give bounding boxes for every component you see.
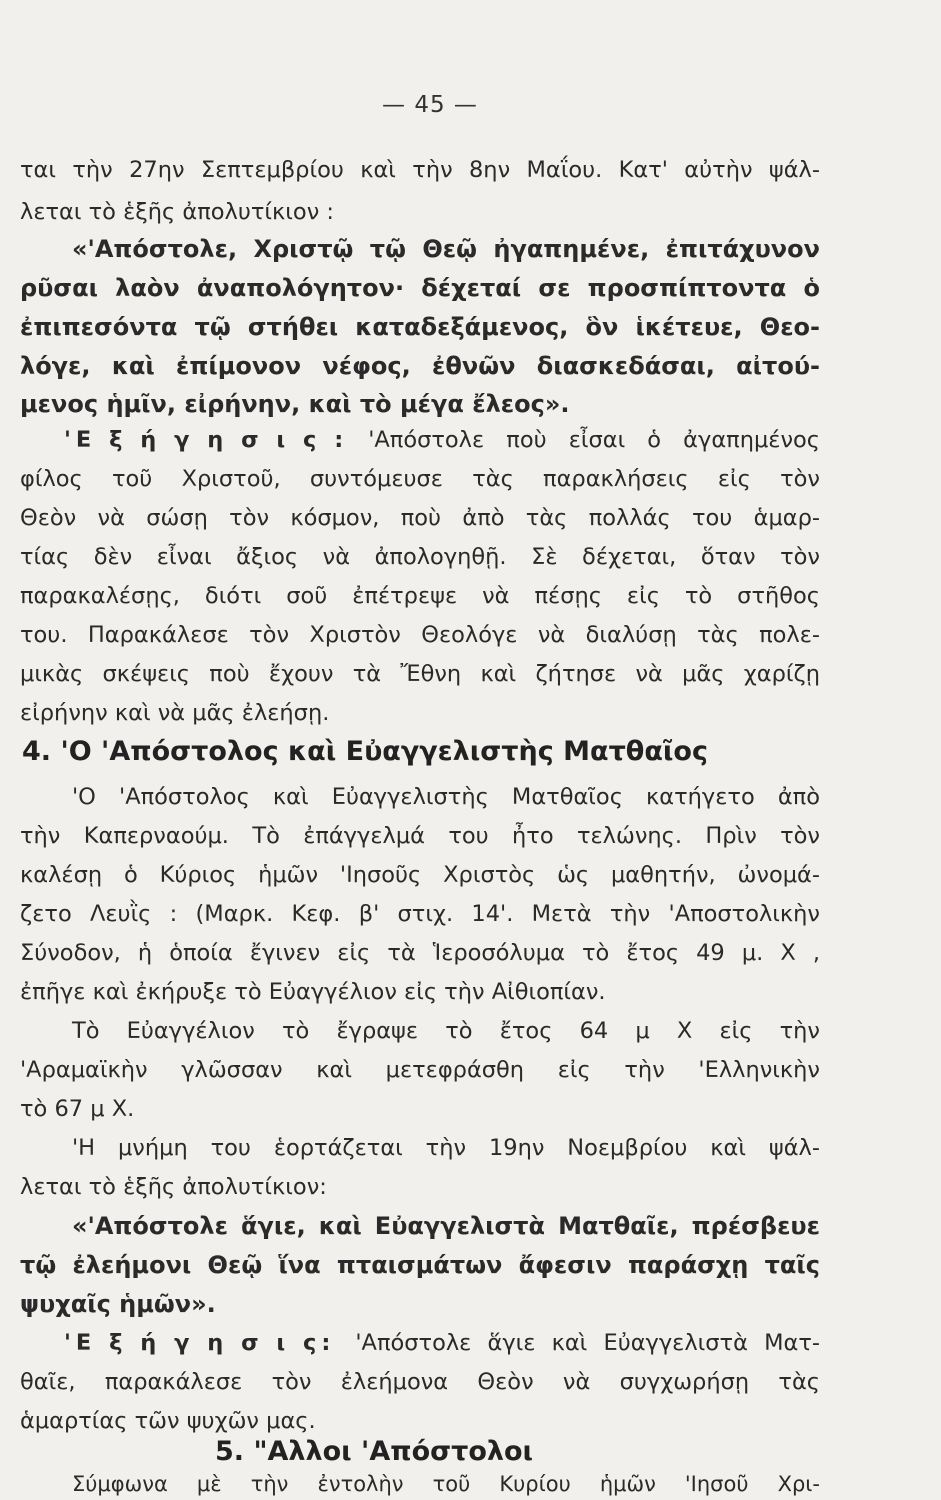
text-line: ζετο Λευῒς : (Μαρκ. Κεφ. β' στιχ. 14'. Μετὰ τὴν 'Αποστολικὴν (20, 901, 820, 927)
apolytikion-line: τῷ ἐλεήμονι Θεῷ ἵνα πταισμάτων ἄφεσιν παράσχῃ ταῖς (20, 1251, 820, 1279)
text-line: λεται τὸ ἑξῆς ἀπολυτίκιον: (20, 1174, 327, 1200)
section-heading-5: 5. "Αλλοι 'Απόστολοι (215, 1436, 534, 1467)
text-line: του. Παρακάλεσε τὸν Χριστὸν Θεολόγε νὰ διαλύσῃ τὰς πολε- (20, 622, 820, 648)
section-heading-4: 4. 'Ο 'Απόστολος καὶ Εὐαγγελιστὴς Ματθαῖος (22, 736, 708, 767)
text-line: φίλος τοῦ Χριστοῦ, συντόμευσε τὰς παρακλήσεις εἰς τὸν (20, 466, 820, 492)
text-line: ἁμαρτίας τῶν ψυχῶν μας. (20, 1408, 316, 1434)
exegesis-text: 'Απόστολε ἅγιε καὶ Εὐαγγελιστὰ Ματ- (355, 1330, 820, 1356)
text-line: θαῖε, παρακάλεσε τὸν ἐλεήμονα Θεὸν νὰ συγχωρήσῃ τὰς (20, 1369, 820, 1395)
text-line: 'Αραμαϊκὴν γλῶσσαν καὶ μετεφράσθη εἰς τὴν 'Ελληνικὴν (20, 1057, 820, 1083)
exegesis-line (64, 1323, 820, 1363)
text-line: εἰρήνην καὶ νὰ μᾶς ἐλεήσῃ. (20, 700, 330, 726)
text-line: μικὰς σκέψεις ποὺ ἔχουν τὰ Ἔθνη καὶ ζήτησε νὰ μᾶς χαρίζῃ (20, 661, 820, 687)
apolytikion-line: ἐπιπεσόντα τῷ στήθει καταδεξάμενος, ὃν ἱκέτευε, Θεο- (20, 313, 820, 341)
text-line: τὸ 67 μ Χ. (20, 1096, 135, 1122)
text-line: Σύνοδον, ἡ ὁποία ἔγινεν εἰς τὰ Ἱεροσόλυμα τὸ ἔτος 49 μ. Χ , (20, 940, 820, 966)
apolytikion-line: «'Απόστολε ἅγιε, καὶ Εὐαγγελιστὰ Ματθαῖε, πρέσβευε (72, 1212, 820, 1240)
text-line: Θεὸν νὰ σώσῃ τὸν κόσμον, ποὺ ἀπὸ τὰς πολλάς του ἁμαρ- (20, 505, 820, 531)
text-line: Σύμφωνα μὲ τὴν ἐντολὴν τοῦ Κυρίου ἡμῶν 'Ιησοῦ Χρι- (72, 1472, 820, 1496)
apolytikion-line: μενος ἡμῖν, εἰρήνην, καὶ τὸ μέγα ἔλεος». (20, 390, 570, 418)
page-number: — 45 — (382, 92, 478, 118)
apolytikion-line: ρῦσαι λαὸν ἀναπολόγητον· δέχεταί σε προσπίπτοντα ὁ (20, 274, 820, 302)
apolytikion-line: λόγε, καὶ ἐπίμονον νέφος, ἐθνῶν διασκεδάσαι, αἰτού- (20, 352, 820, 380)
exegesis-text: 'Απόστολε ποὺ εἶσαι ὁ ἀγαπημένος (368, 427, 820, 453)
text-line: ἐπῆγε καὶ ἐκήρυξε τὸ Εὐαγγέλιον εἰς τὴν Αἰθιοπίαν. (20, 979, 606, 1005)
apolytikion-line: «'Απόστολε, Χριστῷ τῷ Θεῷ ἠγαπημένε, ἐπιτάχυνον (72, 235, 820, 263)
apolytikion-line: ψυχαῖς ἡμῶν». (20, 1290, 216, 1318)
text-line: τὴν Καπερναούμ. Τὸ ἐπάγγελμά του ἦτο τελώνης. Πρὶν τὸν (20, 823, 820, 849)
text-line: λεται τὸ ἑξῆς ἀπολυτίκιον : (20, 199, 334, 225)
exegesis-label: 'Ε ξ ή γ η σ ι ς: (64, 1330, 336, 1356)
text-line: παρακαλέσῃς, διότι σοῦ ἐπέτρεψε νὰ πέσῃς εἰς τὸ στῆθος (20, 583, 820, 609)
text-line: Τὸ Εὐαγγέλιον τὸ ἔγραψε τὸ ἔτος 64 μ Χ εἰς τὴν (72, 1018, 820, 1044)
text-line: καλέσῃ ὁ Κύριος ἡμῶν 'Ιησοῦς Χριστὸς ὡς μαθητήν, ὠνομά- (20, 862, 820, 888)
text-line: ται τὴν 27ην Σεπτεμβρίου καὶ τὴν 8ην Μαΐου. Κατ' αὐτὴν ψάλ- (20, 157, 820, 183)
text-line: 'Ο 'Απόστολος καὶ Εὐαγγελιστὴς Ματθαῖος κατήγετο ἀπὸ (72, 784, 820, 810)
exegesis-label: 'Ε ξ ή γ η σ ι ς : (64, 427, 349, 453)
text-line: 'Η μνήμη του ἑορτάζεται τὴν 19ην Νοεμβρίου καὶ ψάλ- (72, 1135, 820, 1161)
text-line: τίας δὲν εἶναι ἄξιος νὰ ἀπολογηθῇ. Σὲ δέχεται, ὅταν τὸν (20, 544, 820, 570)
exegesis-line (64, 420, 820, 460)
